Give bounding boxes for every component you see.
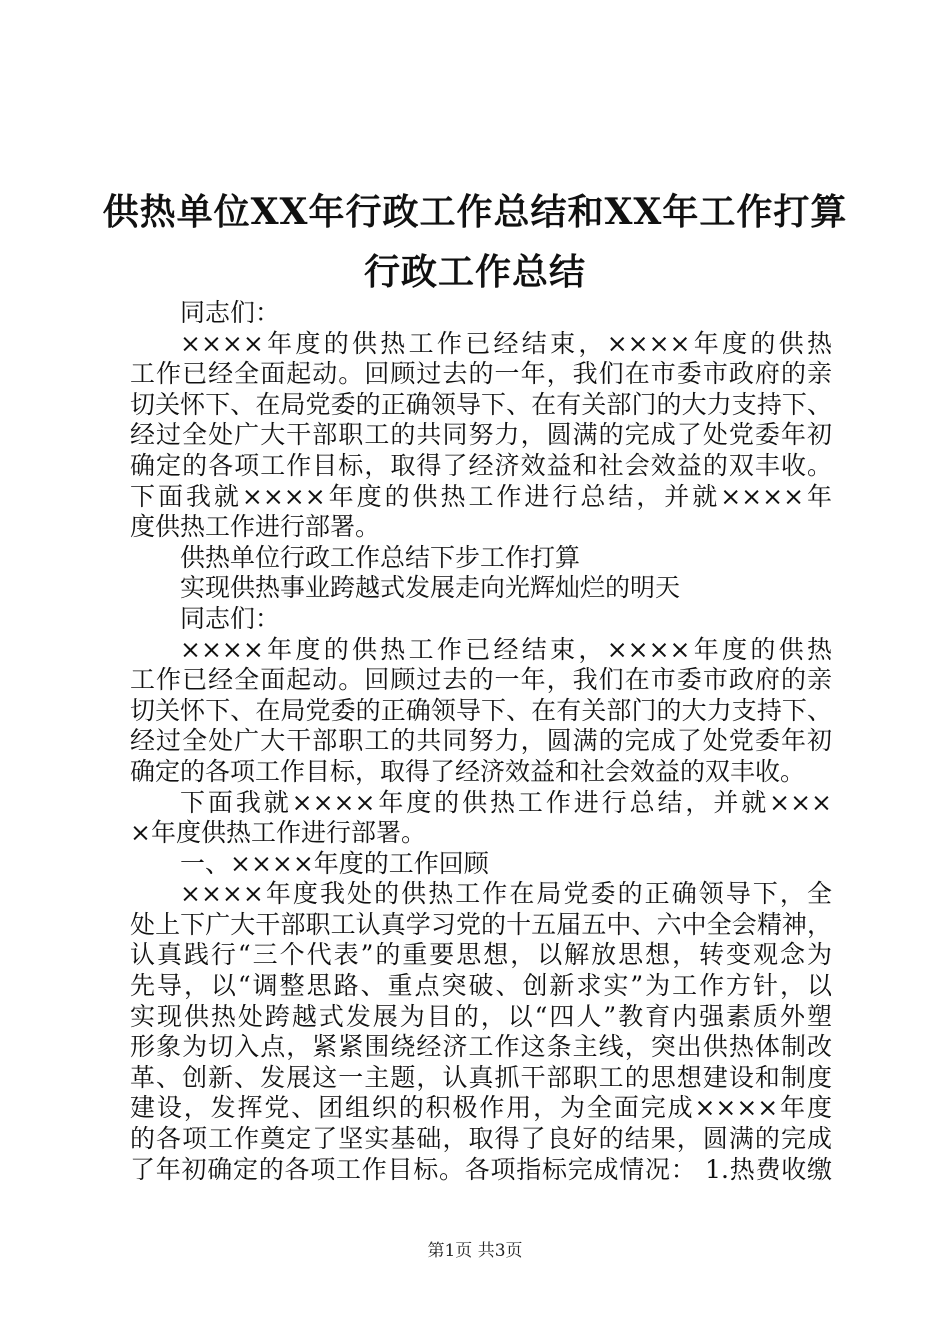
page-footer: 第1页 共3页: [427, 1241, 523, 1261]
text-line: 切关怀下、在局党委的正确领导下、在有关部门的大力支持下、: [130, 389, 832, 419]
document-body: [130, 298, 832, 1185]
text-line: ××××年度的供热工作已经结束，××××年度的供热: [180, 634, 832, 664]
text-line: 工作已经全面起动。回顾过去的一年，我们在市委市政府的亲: [130, 359, 832, 389]
text-line: 工作已经全面起动。回顾过去的一年，我们在市委市政府的亲: [130, 665, 832, 695]
text-line: 实现供热处跨越式发展为目的，以“四人”教育内强素质外塑: [130, 1001, 832, 1031]
text-line: 确定的各项工作目标，取得了经济效益和社会效益的双丰收。: [130, 450, 832, 480]
section-heading: 一、××××年度的工作回顾: [180, 848, 489, 878]
text-line: 同志们：: [180, 298, 281, 327]
text-line: 处上下广大干部职工认真学习党的十五届五中、六中全会精神，: [130, 909, 832, 939]
text-line: 切关怀下、在局党委的正确领导下、在有关部门的大力支持下、: [130, 695, 832, 725]
text-line: 供热单位行政工作总结下步工作打算: [180, 542, 581, 572]
text-line: 的各项工作奠定了坚实基础，取得了良好的结果，圆满的完成: [130, 1124, 832, 1154]
text-line: ×年度供热工作进行部署。: [130, 818, 426, 848]
document-title: 供热单位XX年行政工作总结和XX年工作打算: [102, 191, 848, 233]
document-subtitle: 行政工作总结: [363, 251, 586, 293]
text-line: 认真践行“三个代表”的重要思想，以解放思想，转变观念为: [130, 940, 832, 970]
text-line: 革、创新、发展这一主题，认真抓干部职工的思想建设和制度: [130, 1062, 832, 1092]
text-line: 实现供热事业跨越式发展走向光辉灿烂的明天: [180, 573, 681, 603]
text-line: ××××年度的供热工作已经结束，××××年度的供热: [180, 328, 832, 358]
text-line: 形象为切入点，紧紧围绕经济工作这条主线，突出供热体制改: [130, 1032, 832, 1062]
text-line: 了年初确定的各项工作目标。各项指标完成情况： 1.热费收缴: [130, 1154, 832, 1184]
text-line: 下面我就××××年度的供热工作进行总结，并就×××: [180, 787, 832, 817]
text-line: 确定的各项工作目标，取得了经济效益和社会效益的双丰收。: [130, 756, 806, 786]
text-line: 建设，发挥党、团组织的积极作用，为全面完成××××年度: [130, 1093, 832, 1123]
text-line: 经过全处广大干部职工的共同努力，圆满的完成了处党委年初: [130, 420, 832, 450]
text-line: 先导，以“调整思路、重点突破、创新求实”为工作方针，以: [130, 971, 832, 1001]
text-line: 度供热工作进行部署。: [130, 512, 381, 542]
text-line: 下面我就××××年度的供热工作进行总结，并就××××年: [130, 481, 832, 511]
text-line: ××××年度我处的供热工作在局党委的正确领导下，全: [180, 879, 832, 909]
text-line: 经过全处广大干部职工的共同努力，圆满的完成了处党委年初: [130, 726, 832, 756]
text-line: 同志们：: [180, 603, 281, 633]
